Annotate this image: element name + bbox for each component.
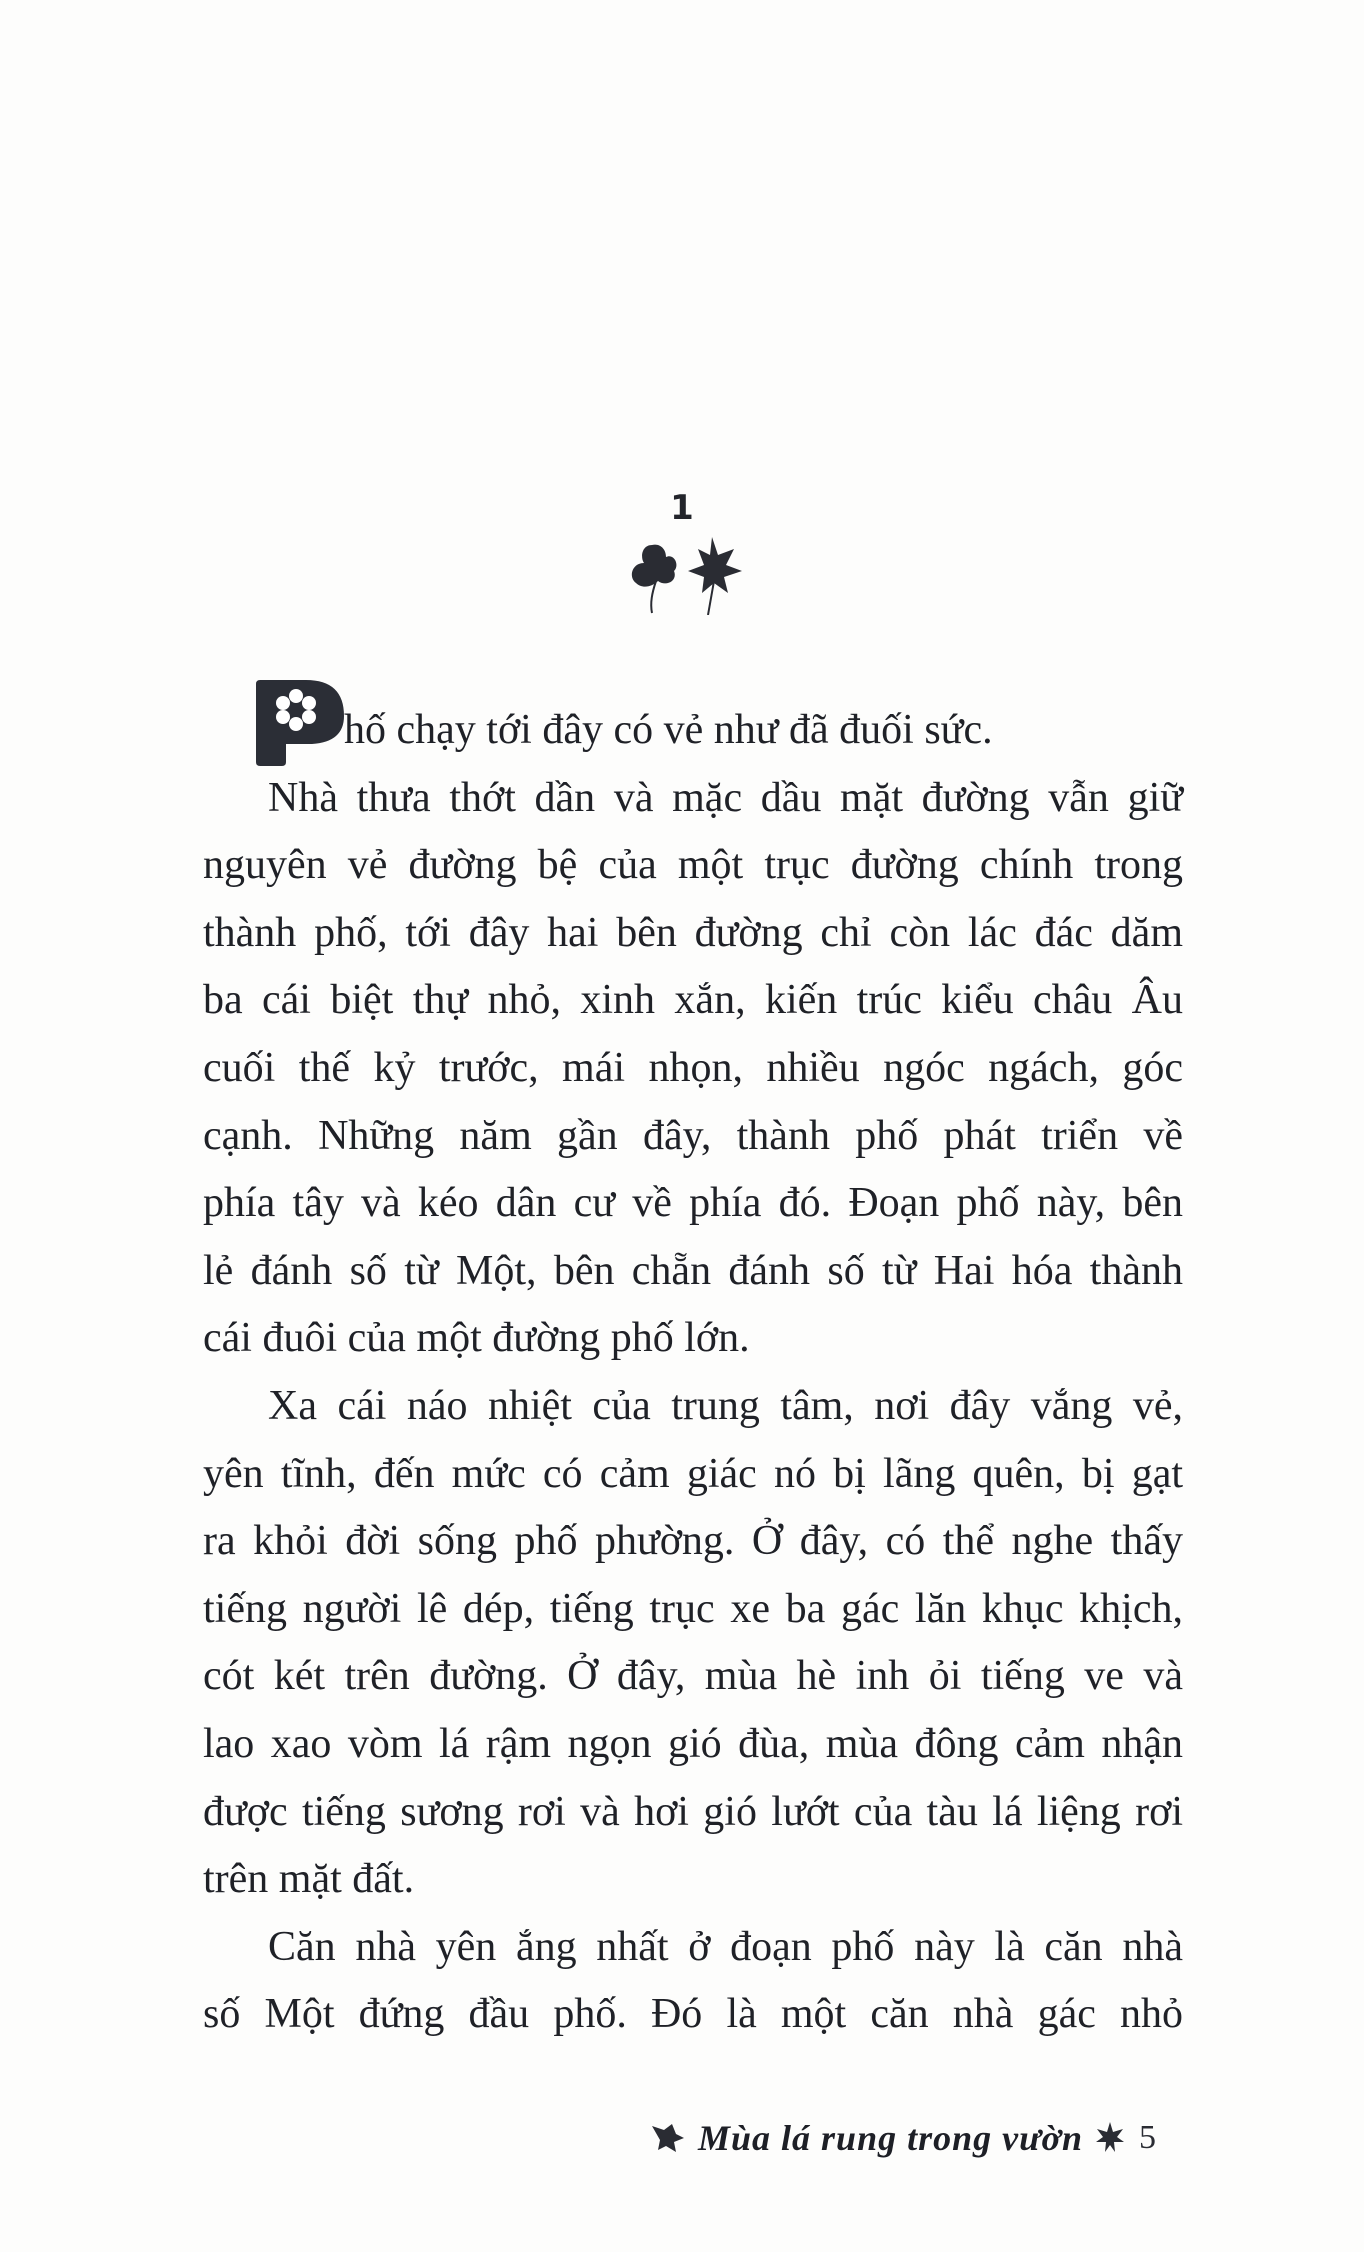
- text-line: thành phố, tới đây hai bên đường chỉ còn lác đác dăm: [203, 909, 1183, 956]
- leaf-icon: [650, 2122, 686, 2154]
- text-line: trên mặt đất.: [203, 1856, 415, 1903]
- text-line: yên tĩnh, đến mức có cảm giác nó bị lãng quên, bị gạt: [203, 1450, 1183, 1497]
- text-line: hố chạy tới đây có vẻ như đã đuối sức.: [344, 707, 993, 753]
- chapter-number: 1: [670, 488, 694, 528]
- text-line: nguyên vẻ đường bệ của một trục đường chính trong: [203, 842, 1183, 889]
- book-title: Mùa lá rung trong vườn: [698, 2118, 1084, 2158]
- text-line: Căn nhà yên ắng nhất ở đoạn phố này là căn nhà: [268, 1923, 1183, 1970]
- leaves-ornament-icon: [622, 535, 752, 615]
- text-line: cuối thế kỷ trước, mái nhọn, nhiều ngóc ngách, góc: [203, 1044, 1183, 1091]
- text-line: phía tây và kéo dân cư về phía đó. Đoạn phố này, bên: [203, 1180, 1183, 1227]
- text-line: Nhà thưa thớt dần và mặc dầu mặt đường vẫn giữ: [268, 774, 1183, 821]
- text-line: tiếng người lê dép, tiếng trục xe ba gác lăn khục khịch,: [203, 1585, 1183, 1632]
- text-line: Xa cái náo nhiệt của trung tâm, nơi đây vắng vẻ,: [268, 1382, 1183, 1429]
- text-line: cót két trên đường. Ở đây, mùa hè inh ỏi tiếng ve và: [203, 1653, 1183, 1700]
- text-line: lao xao vòm lá rậm ngọn gió đùa, mùa đông cảm nhận: [203, 1720, 1183, 1767]
- chapter-body: [203, 697, 1183, 2049]
- page-footer: [650, 2108, 1190, 2168]
- page-number: 5: [1139, 2119, 1157, 2156]
- text-line: số Một đứng đầu phố. Đó là một căn nhà gác nhỏ: [203, 1991, 1183, 2038]
- text-line: ra khỏi đời sống phố phường. Ở đây, có thể nghe thấy: [203, 1518, 1183, 1565]
- maple-leaf-icon: [1095, 2121, 1125, 2155]
- text-line: cạnh. Những năm gần đây, thành phố phát triển về: [203, 1112, 1183, 1159]
- text-line: ba cái biệt thự nhỏ, xinh xắn, kiến trúc kiểu châu Âu: [203, 977, 1183, 1024]
- text-line: lẻ đánh số từ Một, bên chẵn đánh số từ Hai hóa thành: [203, 1247, 1183, 1294]
- text-line: được tiếng sương rơi và hơi gió lướt của tàu lá liệng rơi: [203, 1788, 1183, 1835]
- text-line: cái đuôi của một đường phố lớn.: [203, 1315, 750, 1362]
